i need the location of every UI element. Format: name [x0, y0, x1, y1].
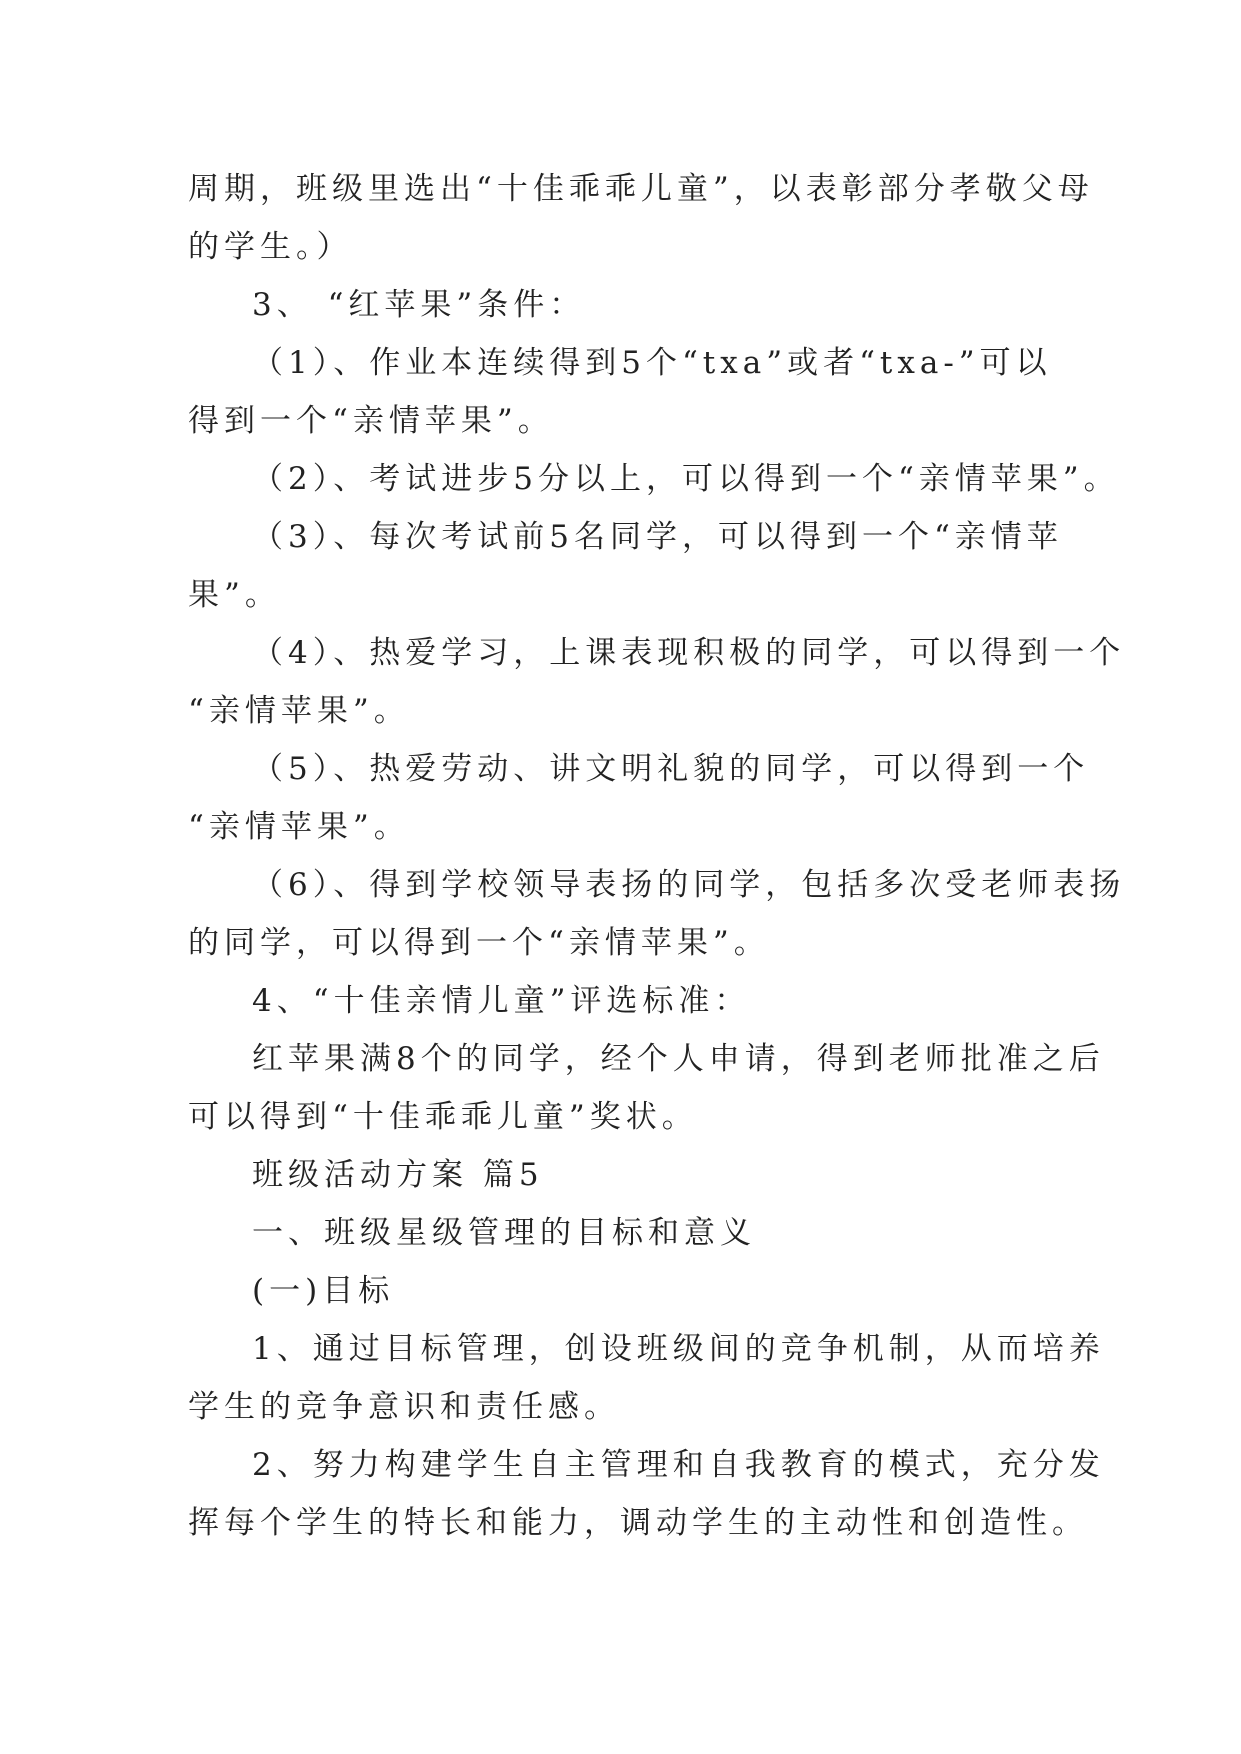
text-line: 的同学，可以得到一个“亲情苹果”。 — [188, 925, 770, 961]
text-line: （2）、考试进步5分以上，可以得到一个“亲情苹果”。 — [252, 461, 1120, 497]
document-body — [188, 160, 1126, 1552]
section-heading: 班级活动方案 篇5 — [252, 1157, 544, 1193]
text-line: （5）、热爱劳动、讲文明礼貌的同学，可以得到一个 — [252, 751, 1090, 787]
text-line: 红苹果满8个的同学，经个人申请，得到老师批准之后 — [252, 1041, 1105, 1077]
text-line: 的学生。） — [188, 229, 353, 265]
text-line: 得到一个“亲情苹果”。 — [188, 403, 554, 439]
text-line: 挥每个学生的特长和能力，调动学生的主动性和创造性。 — [188, 1505, 1088, 1541]
text-line: 3、 “红苹果”条件： — [252, 287, 586, 323]
text-line: (一)目标 — [252, 1273, 395, 1309]
text-line: （4）、热爱学习，上课表现积极的同学，可以得到一个 — [252, 635, 1126, 671]
text-line: （1）、作业本连续得到5个“txa”或者“txa-”可以 — [252, 345, 1052, 381]
text-line: 可以得到“十佳乖乖儿童”奖状。 — [188, 1099, 698, 1135]
text-line: 果”。 — [188, 577, 281, 613]
text-line: “亲情苹果”。 — [188, 809, 410, 845]
text-line: （3）、每次考试前5名同学，可以得到一个“亲情苹 — [252, 519, 1063, 555]
text-line: 2、努力构建学生自主管理和自我教育的模式，充分发 — [252, 1447, 1105, 1483]
text-line: 4、“十佳亲情儿童”评选标准： — [252, 983, 751, 1019]
text-line: 学生的竞争意识和责任感。 — [188, 1389, 620, 1425]
text-line: 1、通过目标管理，创设班级间的竞争机制，从而培养 — [252, 1331, 1105, 1367]
text-line: （6）、得到学校领导表扬的同学，包括多次受老师表扬 — [252, 867, 1126, 903]
text-line: “亲情苹果”。 — [188, 693, 410, 729]
text-line: 周期，班级里选出“十佳乖乖儿童”，以表彰部分孝敬父母 — [188, 171, 1094, 207]
text-line: 一、班级星级管理的目标和意义 — [252, 1215, 756, 1251]
